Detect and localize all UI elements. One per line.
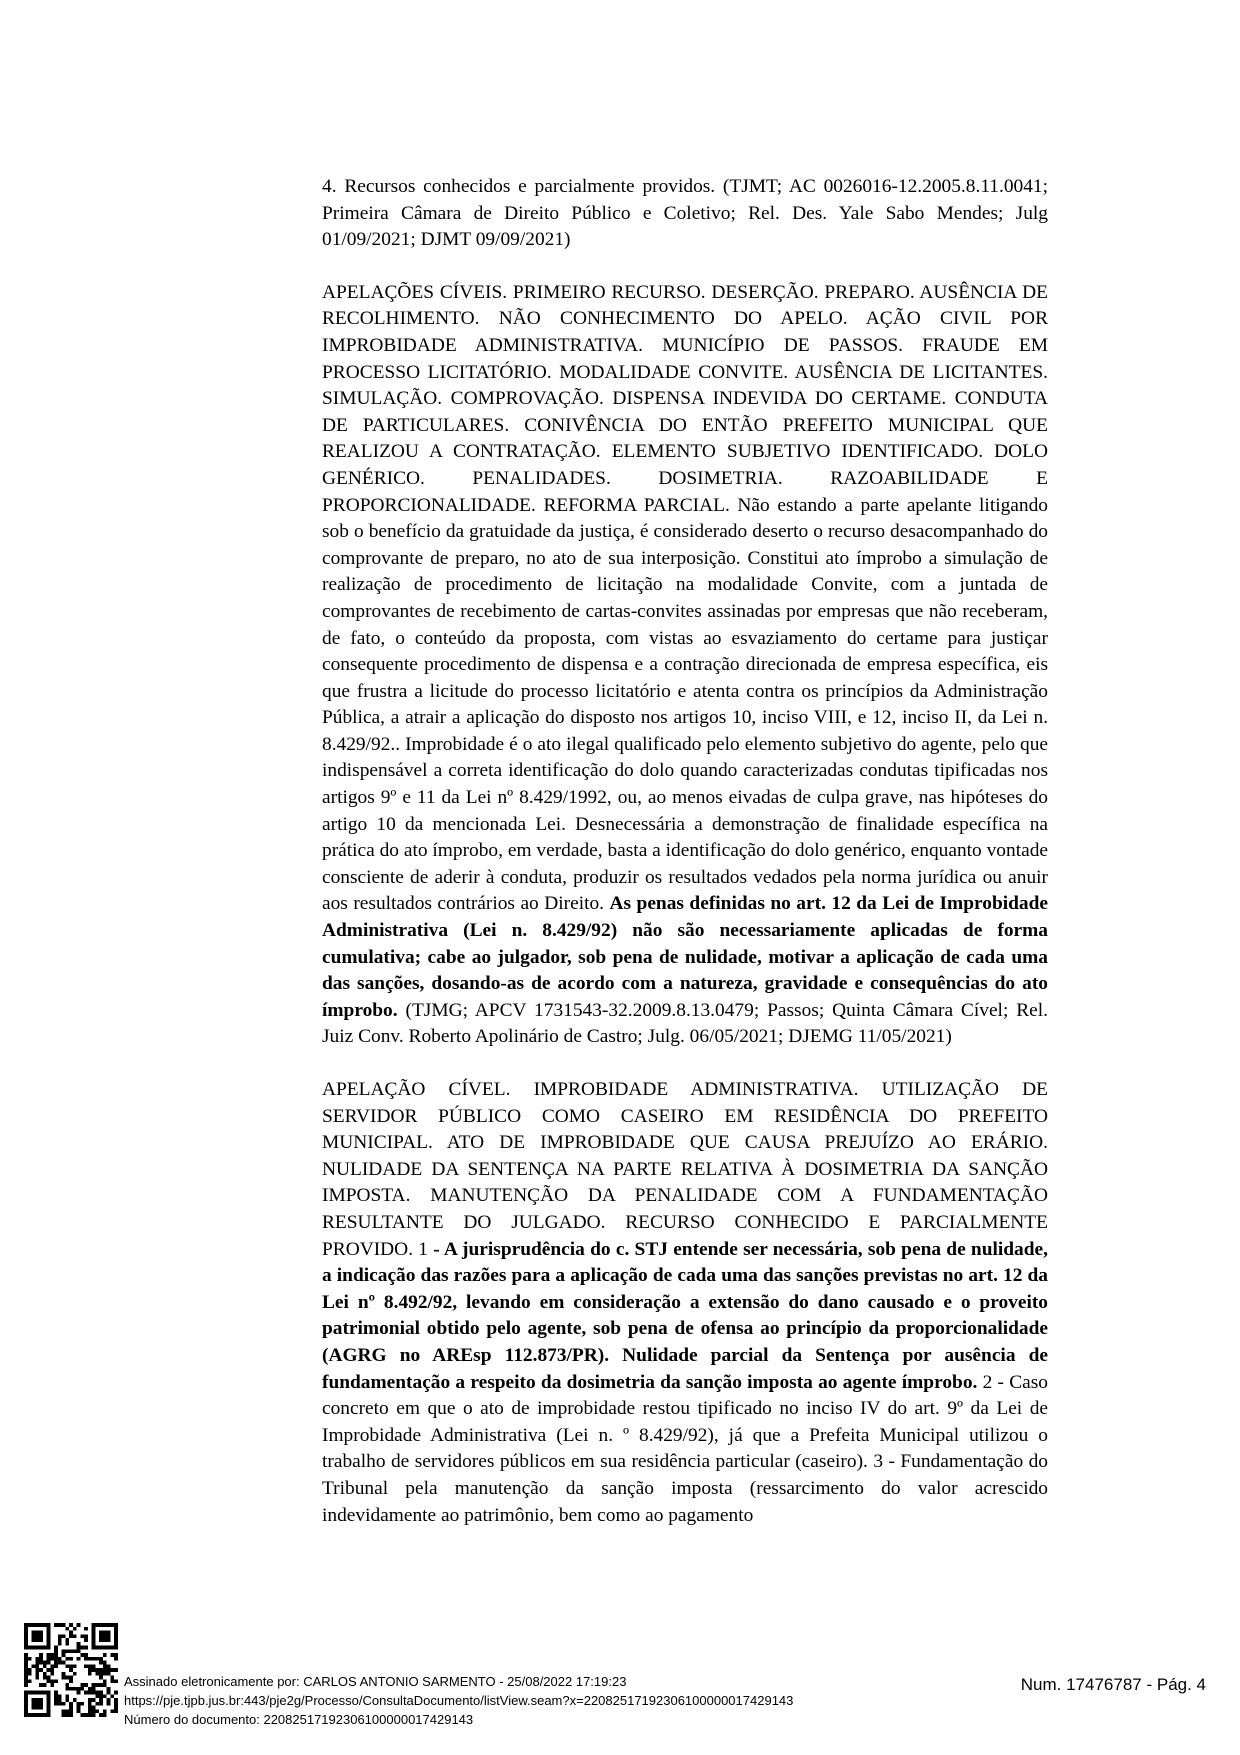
signed-by-text: Assinado eletronicamente por: CARLOS ANTONIO SARMENTO - 25/08/2022 17:19:23	[124, 1674, 627, 1689]
document-url[interactable]: https://pje.tjpb.jus.br:443/pje2g/Processo/ConsultaDocumento/listView.seam?x=22082517192306100000017429143	[124, 1693, 794, 1708]
bold-text-run: As penas definidas no art. 12 da Lei de Improbidade Administrativa (Lei n. 8.429/92) não são necessariamente aplicadas de forma cumulativa; cabe ao julgador, sob pena de nulidade, motivar a aplicação de cada uma das sanções, dosando-as de acordo com a natureza, gravidade e consequências do ato ímprobo.	[322, 893, 1048, 1021]
qr-code-icon	[24, 1623, 118, 1717]
signature-block	[124, 1672, 793, 1729]
text-run: APELAÇÕES CÍVEIS. PRIMEIRO RECURSO. DESERÇÃO. PREPARO. AUSÊNCIA DE RECOLHIMENTO. NÃO CONHECIMENTO DO APELO. AÇÃO CIVIL POR IMPROBIDADE ADMINISTRATIVA. MUNICÍPIO DE PASSOS. FRAUDE EM PROCESSO LICITATÓRIO. MODALIDADE CONVITE. AUSÊNCIA DE LICITANTES. SIMULAÇÃO. COMPROVAÇÃO. DISPENSA INDEVIDA DO CERTAME. CONDUTA DE PARTICULARES. CONIVÊNCIA DO ENTÃO PREFEITO MUNICIPAL QUE REALIZOU A CONTRATAÇÃO. ELEMENTO SUBJETIVO IDENTIFICADO. DOLO GENÉRICO. PENALIDADES. DOSIMETRIA. RAZOABILIDADE E PROPORCIONALIDADE. REFORMA PARCIAL. Não estando a parte apelante litigando sob o benefício da gratuidade da justiça, é considerado deserto o recurso desacompanhado do comprovante de preparo, no ato de sua interposição. Constitui ato ímprobo a simulação de realização de procedimento de licitação na modalidade Convite, com a juntada de comprovantes de recebimento de cartas-convites assinadas por empresas que não receberam, de fato, o conteúdo da proposta, com vistas ao esvaziamento do certame para justiçar consequente procedimento de dispensa e a contração direcionada de empresa específica, eis que frustra a licitude do processo licitatório e atenta contra os princípios da Administração Pública, a atrair a aplicação do disposto nos artigos 10, inciso VIII, e 12, inciso II, da Lei n. 8.429/92.. Improbidade é o ato ilegal qualificado pelo elemento subjetivo do agente, pelo que indispensável a correta identificação do dolo quando caracterizadas condutas tipificadas nos artigos 9º e 11 da Lei nº 8.429/1992, ou, ao menos eivadas de culpa grave, nas hipóteses do artigo 10 da mencionada Lei. Desnecessária a demonstração de finalidade específica na prática do ato ímprobo, em verdade, basta a identificação do dolo genérico, enquanto vontade consciente de aderir à conduta, produzir os resultados vedados pela norma jurídica ou anuir aos resultados contrários ao Direito.	[322, 281, 1048, 915]
text-run: 4. Recursos conhecidos e parcialmente providos. (TJMT; AC 0026016-12.2005.8.11.0041; Primeira Câmara de Direito Público e Coletivo; Rel. Des. Yale Sabo Mendes; Julg 01/09/2021; DJMT 09/09/2021)	[322, 176, 1048, 251]
signature-footer	[0, 1616, 1240, 1755]
document-number: Número do documento: 22082517192306100000017429143	[124, 1712, 474, 1727]
bold-text-run: - A jurisprudência do c. STJ entende ser necessária, sob pena de nulidade, a indicação das razões para a aplicação de cada uma das sanções previstas no art. 12 da Lei nº 8.492/92, levando em consideração a extensão do dano causado e o proveito patrimonial obtido pelo agente, sob pena de ofensa ao princípio da proporcionalidade (AGRG no AREsp 112.873/PR). Nulidade parcial da Sentença por ausência de fundamentação a respeito da dosimetria da sanção imposta ao agente ímprobo.	[322, 1238, 1048, 1393]
page-number: Num. 17476787 - Pág. 4	[1020, 1675, 1206, 1694]
text-run: APELAÇÃO CÍVEL. IMPROBIDADE ADMINISTRATIVA. UTILIZAÇÃO DE SERVIDOR PÚBLICO COMO CASEIRO EM RESIDÊNCIA DO PREFEITO MUNICIPAL. ATO DE IMPROBIDADE QUE CAUSA PREJUÍZO AO ERÁRIO. NULIDADE DA SENTENÇA NA PARTE RELATIVA À DOSIMETRIA DA SANÇÃO IMPOSTA. MANUTENÇÃO DA PENALIDADE COM A FUNDAMENTAÇÃO RESULTANTE DO JULGADO. RECURSO CONHECIDO E PARCIALMENTE PROVIDO. 1	[322, 1079, 1048, 1260]
paragraph	[322, 1077, 1048, 1529]
document-body	[322, 174, 1048, 1555]
text-run: (TJMG; APCV 1731543-32.2009.8.13.0479; Passos; Quinta Câmara Cível; Rel. Juiz Conv. Roberto Apolinário de Castro; Julg. 06/05/2021; DJEMG 11/05/2021)	[322, 999, 1048, 1048]
text-run: 2 - Caso concreto em que o ato de improbidade restou tipificado no inciso IV do art. 9º da Lei de Improbidade Administrativa (Lei n. º 8.429/92), já que a Prefeita Municipal utilizou o trabalho de servidores públicos em sua residência particular (caseiro). 3 - Fundamentação do Tribunal pela manutenção da sanção imposta (ressarcimento do valor acrescido indevidamente ao patrimônio, bem como ao pagamento	[322, 1371, 1048, 1526]
paragraph	[322, 174, 1048, 254]
paragraph	[322, 280, 1048, 1051]
